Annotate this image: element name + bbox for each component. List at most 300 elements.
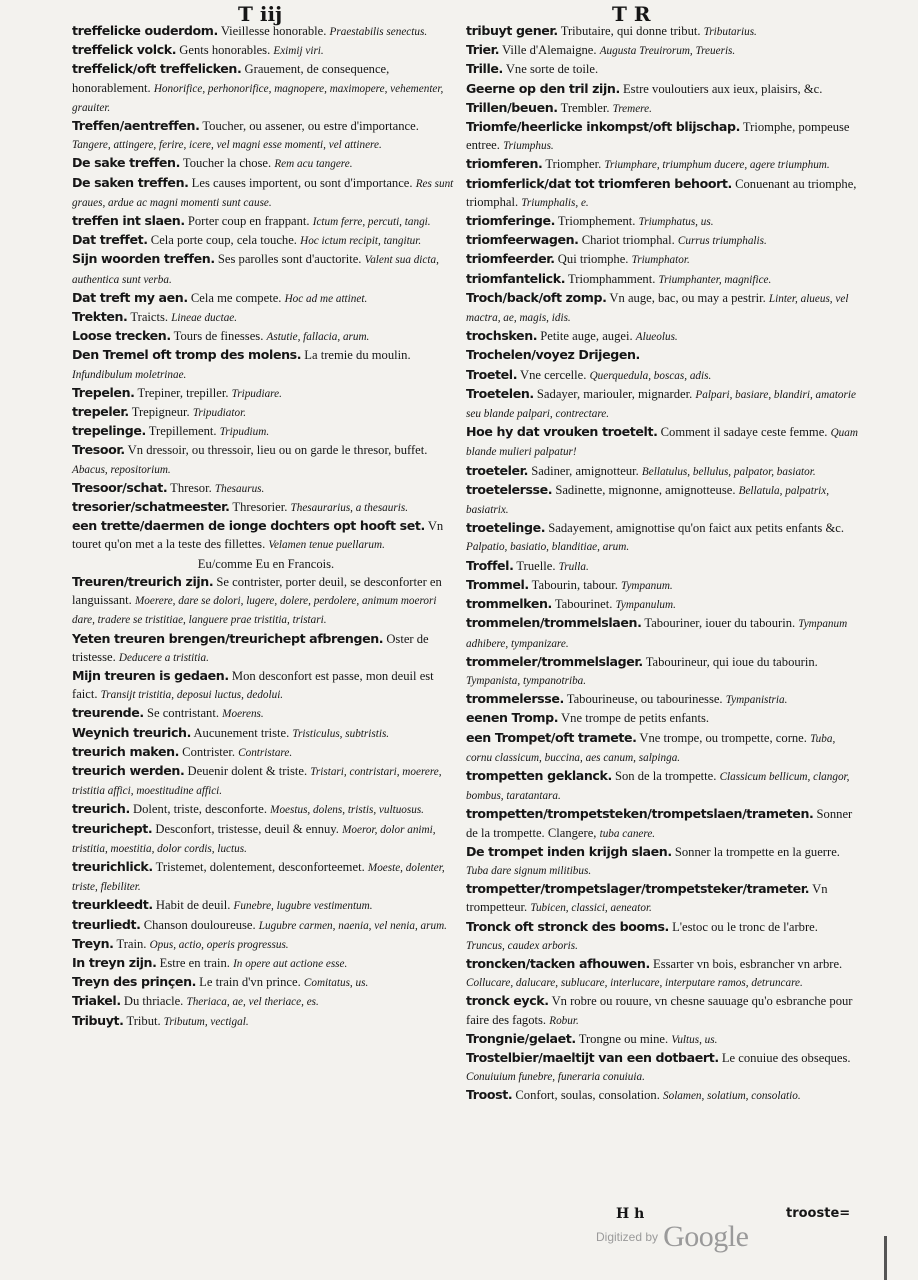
headword: treurichept. [72, 820, 153, 836]
latin-equivalent: Lineae ductae. [171, 312, 238, 325]
dictionary-entry [72, 212, 460, 231]
headword: trepeler. [72, 404, 129, 420]
dictionary-entry [466, 175, 858, 212]
latin-equivalent: Augusta Treuirorum, Treueris. [599, 45, 736, 58]
latin-equivalent: Tripudiare. [231, 387, 282, 400]
latin-equivalent: Transijt tristitia, deposui luctus, dedolui. [100, 689, 284, 702]
dictionary-entry [466, 880, 858, 917]
headword: treffelick volck. [72, 42, 177, 58]
headword: Treffen/aentreffen. [72, 118, 200, 134]
latin-equivalent: Tangere, attingere, ferire, icere, vel magni esse momenti, vel attinere. [72, 139, 382, 152]
latin-equivalent: Tubicen, classici, aeneator. [530, 902, 652, 915]
dictionary-entry [466, 767, 858, 805]
headword: trommeler/trommelslager. [466, 653, 643, 669]
french-translation: Cela porte coup, cela touche. [147, 233, 301, 248]
latin-equivalent: Tristari, contristari, moerere, tristitia affici, moestitudine affici. [72, 765, 442, 798]
headword: triomferen. [466, 156, 543, 172]
headword: Trongnie/gelaet. [466, 1030, 576, 1046]
headword: treurende. [72, 705, 144, 721]
headword: treurkleedt. [72, 897, 153, 913]
french-translation: Ses parolles sont d'auctorite. [214, 252, 365, 267]
french-translation: Grauement, de consequence, honorablement. [72, 62, 390, 95]
latin-equivalent: Collucare, dalucare, sublucare, interlucare, interputare ramos, detruncare. [466, 977, 803, 990]
headword: Mijn treuren is gedaen. [72, 667, 229, 683]
headword: trochsken. [466, 328, 538, 344]
dictionary-entry [466, 41, 858, 60]
french-translation: Trongne ou mine. [575, 1031, 672, 1046]
french-translation: Traicts. [127, 310, 172, 325]
latin-equivalent: Triumphatus, us. [638, 216, 714, 229]
dictionary-entry [72, 250, 460, 288]
french-translation: Porter coup en frappant. [184, 214, 313, 229]
latin-equivalent: Thesaurus. [214, 482, 265, 495]
headword: Geerne op den tril zijn. [466, 80, 620, 96]
french-translation: Chariot triomphal. [578, 233, 678, 248]
dictionary-entry [72, 555, 460, 573]
french-translation: Estre vouloutiers aux ieux, plaisirs, &c. [619, 81, 823, 96]
french-translation: Vne trompe, ou trompette, corne. [636, 730, 811, 745]
headword: Trille. [466, 61, 503, 77]
dictionary-entry [466, 60, 858, 79]
dictionary-entry [466, 327, 858, 346]
headword: treurich. [72, 801, 130, 817]
dictionary-entry [466, 289, 858, 327]
french-translation: Les causes importent, ou sont d'importance. [188, 175, 416, 190]
latin-equivalent: Eximij viri. [273, 45, 324, 58]
dictionary-entry [466, 1049, 858, 1086]
latin-equivalent: Moeror, dolor animi, tristitia, moestitia, dolor cordis, luctus. [72, 823, 436, 855]
headword: Tribuyt. [72, 1012, 124, 1028]
dictionary-entry [72, 403, 460, 422]
french-translation: Triomphe, pompeuse entree. [466, 120, 850, 153]
headword: Hoe hy dat vrouken troetelt. [466, 424, 658, 440]
dictionary-entry [466, 519, 858, 556]
latin-equivalent: Praestabilis senectus. [329, 26, 428, 38]
headword: Troost. [466, 1087, 513, 1103]
headword: Treuren/treurich zijn. [72, 573, 214, 589]
headword: Trier. [466, 42, 500, 58]
french-translation: Vne cercelle. [517, 367, 590, 382]
headword: troncken/tacken afhouwen. [466, 955, 650, 971]
french-translation: Chanson douloureuse. [140, 917, 259, 932]
dictionary-entry [72, 935, 460, 954]
headword: treurichlick. [72, 858, 153, 874]
french-translation: Trepillement. [145, 424, 220, 439]
google-logo: Google [663, 1220, 749, 1253]
french-translation: Sadayer, mariouler, mignarder. [533, 386, 696, 401]
french-translation: Dolent, triste, desconforte. [129, 802, 271, 817]
dictionary-entry [72, 327, 460, 346]
latin-equivalent: Thesaurarius, a thesauris. [290, 502, 408, 515]
dictionary-entry [466, 690, 858, 709]
headword: trommelen/trommelslaen. [466, 615, 642, 631]
dictionary-entry [466, 212, 858, 231]
latin-equivalent: Triumphus. [503, 140, 554, 153]
headword: De sake treffen. [72, 155, 180, 171]
latin-equivalent: Tuba, cornu classicum, buccina, aes canum, salpinga. [466, 732, 836, 764]
french-translation: Tours de finesses. [170, 329, 267, 344]
dictionary-entry [466, 918, 858, 955]
headword: een Trompet/oft tramete. [466, 729, 637, 745]
latin-equivalent: Hoc ictum recipit, tangitur. [300, 235, 422, 248]
headword: treffen int slaen. [72, 213, 185, 229]
right-column [466, 22, 858, 1106]
headword: Tresoor. [72, 442, 125, 458]
latin-equivalent: Tributum, vectigal. [163, 1015, 249, 1028]
french-translation: Thresor. [167, 480, 215, 495]
latin-equivalent: Trulla. [558, 560, 589, 573]
headword: treffelicke ouderdom. [72, 23, 218, 38]
dictionary-entry [72, 630, 460, 667]
left-column [72, 22, 460, 1031]
latin-equivalent: Funebre, lugubre vestimentum. [233, 900, 373, 913]
dictionary-entry [466, 462, 858, 481]
latin-equivalent: Palpatio, basiatio, blanditiae, arum. [466, 541, 630, 554]
headword: Treyn des prinçen. [72, 974, 197, 990]
french-translation: Conuenant au triomphe, triomphal. [466, 176, 857, 209]
french-translation: Qui triomphe. [554, 252, 632, 267]
latin-equivalent: Tributarius. [703, 26, 757, 38]
headword: Tresoor/schat. [72, 479, 168, 495]
headword: triomferinge. [466, 213, 555, 229]
headword: Tronck oft stronck des booms. [466, 918, 669, 934]
french-translation: Vne trompe de petits enfants. [558, 711, 709, 726]
latin-equivalent: Linter, alueus, vel mactra, ae, magis, idis. [466, 292, 849, 325]
french-translation: Contrister. [179, 744, 239, 759]
headword: triomfeerder. [466, 251, 555, 267]
headword: Treyn. [72, 935, 114, 951]
french-translation: Vn touret qu'on met a la teste des fillettes. [72, 519, 444, 552]
dictionary-entry [466, 843, 858, 880]
french-translation: Essarter vn bois, esbrancher vn arbre. [649, 956, 843, 971]
headword: Troetel. [466, 366, 518, 382]
headword: Sijn woorden treffen. [72, 251, 215, 267]
latin-equivalent: Contristare. [238, 746, 293, 759]
french-translation: Se contristant. [143, 706, 223, 721]
dictionary-entry [72, 573, 460, 630]
headword: trompetten/trompetsteken/trompetslaen/trameten. [466, 806, 814, 822]
dictionary-entry [72, 704, 460, 723]
dictionary-entry [72, 422, 460, 441]
latin-equivalent: Truncus, caudex arboris. [466, 939, 578, 952]
dictionary-entry [72, 154, 460, 173]
latin-equivalent: Astutie, fallacia, arum. [266, 331, 370, 344]
latin-equivalent: Triumphare, triumphum ducere, agere triumphum. [604, 159, 830, 172]
headword: troetelersse. [466, 481, 553, 497]
latin-equivalent: Honorifice, perhonorifice, magnopere, maximopere, vehementer, grauiter. [72, 82, 444, 114]
dictionary-entry [466, 1086, 858, 1105]
headword: Dat treffet. [72, 232, 148, 248]
latin-equivalent: Tremere. [612, 102, 652, 115]
latin-equivalent: Moeste, dolenter, triste, flebiliter. [72, 861, 445, 894]
french-translation: Sonner de la trompette. Clangere, [466, 807, 853, 840]
latin-equivalent: Querquedula, boscas, adis. [589, 369, 712, 382]
latin-equivalent: Tuba dare signum militibus. [466, 864, 592, 877]
dictionary-entry [466, 992, 858, 1029]
latin-equivalent: Abacus, repositorium. [72, 463, 171, 476]
page-edge-shadow [884, 1236, 887, 1280]
latin-equivalent: Velamen tenue puellarum. [268, 539, 385, 552]
french-translation: Desconfort, tristesse, deuil & ennuy. [152, 821, 343, 836]
latin-equivalent: Classicum bellicum, clangor, bombus, taratantara. [466, 770, 850, 803]
dictionary-entry [72, 517, 460, 554]
headword: Trostelbier/maeltijt van een dotbaert. [466, 1049, 719, 1065]
headword: Dat treft my aen. [72, 289, 188, 305]
header-right: T R [612, 2, 651, 26]
french-translation: Le conuiue des obseques. [718, 1050, 851, 1065]
dictionary-entry [466, 118, 858, 155]
latin-equivalent: Tympanum. [621, 579, 673, 592]
headword: treurich werden. [72, 762, 185, 778]
french-translation: Ville d'Alemaigne. [499, 43, 600, 58]
dictionary-entry [72, 479, 460, 498]
french-translation: Sadinette, mignonne, amignotteuse. [552, 482, 739, 497]
headword: troeteler. [466, 462, 529, 478]
latin-equivalent: Tympanista, tympanotriba. [466, 674, 587, 687]
dictionary-entry [72, 231, 460, 250]
french-translation: Trepiner, trepiller. [134, 385, 232, 400]
latin-equivalent: Theriaca, ae, vel theriace, es. [186, 996, 319, 1009]
french-translation: Vieillesse honorable. [217, 24, 330, 38]
latin-equivalent: Infundibulum moletrinae. [72, 368, 187, 381]
dictionary-entry [72, 41, 460, 60]
latin-equivalent: Comitatus, us. [303, 977, 369, 990]
dictionary-entry [466, 557, 858, 576]
dictionary-entry [466, 346, 858, 365]
dictionary-entry [72, 308, 460, 327]
latin-equivalent: Conuiuium funebre, funeraria conuiuia. [466, 1071, 645, 1084]
latin-equivalent: Solamen, solatium, consolatio. [663, 1090, 801, 1103]
french-translation: Gents honorables. [176, 43, 274, 58]
dictionary-entry [72, 800, 460, 819]
latin-equivalent: Currus triumphalis. [677, 235, 767, 248]
latin-equivalent: Valent sua dicta, authentica sunt verba. [72, 254, 439, 286]
latin-equivalent: Res sunt graues, ardue ac magni momenti sunt cause. [72, 177, 454, 209]
latin-equivalent: Robur. [549, 1014, 579, 1027]
latin-equivalent: Triumphalis, e. [521, 196, 589, 209]
latin-equivalent: In opere aut actione esse. [233, 957, 348, 970]
dictionary-entry [72, 384, 460, 403]
french-translation: Du thriacle. [120, 994, 187, 1009]
french-translation: Vn robre ou rouure, vn chesne sauuage qu'o esbranche pour faire des fagots. [466, 994, 853, 1027]
french-translation: Trepigneur. [128, 405, 193, 420]
french-translation: Toucher, ou assener, ou estre d'importance. [199, 119, 419, 134]
french-translation: Mon desconfort est passe, mon deuil est faict. [72, 668, 434, 702]
french-translation: L'estoc ou le tronc de l'arbre. [668, 919, 818, 934]
digitized-watermark [596, 1220, 748, 1254]
latin-equivalent: Opus, actio, operis progressus. [149, 938, 289, 951]
french-translation: Train. [113, 936, 150, 951]
headword: trommelken. [466, 596, 552, 612]
latin-equivalent: Rem acu tangere. [274, 158, 353, 171]
french-translation: Toucher la chose. [179, 156, 275, 171]
latin-equivalent: Tympanum adhibere, tympanizare. [466, 618, 848, 650]
french-translation: Confort, soulas, consolation. [512, 1088, 663, 1103]
french-translation: Vn trompetteur. [466, 882, 828, 915]
latin-equivalent: Triumphanter, magnifice. [658, 273, 772, 286]
french-translation: Vn dressoir, ou thressoir, lieu ou on garde le thresor, buffet. [124, 443, 428, 458]
latin-equivalent: Tripudium. [219, 426, 270, 439]
watermark-prefix: Digitized by [596, 1230, 659, 1244]
dictionary-entry [466, 653, 858, 690]
dictionary-entry [72, 858, 460, 896]
french-translation: Sonner la trompette en la guerre. [671, 844, 840, 859]
headword: tribuyt gener. [466, 23, 558, 38]
headword: trompetter/trompetslager/trompetsteker/trameter. [466, 881, 810, 897]
headword: Troch/back/oft zomp. [466, 289, 607, 305]
french-translation: Tabourineur, qui ioue du tabourin. [642, 654, 818, 669]
french-translation: Triomphement. [554, 214, 639, 229]
latin-equivalent: Alueolus. [635, 331, 678, 344]
dictionary-entry [72, 667, 460, 704]
latin-equivalent: Palpari, basiare, blandiri, amatorie seu blande palpari, contrectare. [466, 388, 856, 421]
dictionary-entry [466, 22, 858, 41]
headword: treffelick/oft treffelicken. [72, 61, 242, 77]
headword: Weynich treurich. [72, 724, 191, 740]
dictionary-entry [466, 614, 858, 652]
french-translation: Triomphamment. [565, 271, 659, 286]
headword: Troffel. [466, 557, 514, 573]
french-translation: Le train d'vn prince. [196, 975, 304, 990]
headword: Triomfe/heerlicke inkompst/oft blijschap. [466, 119, 740, 135]
dictionary-entry [466, 423, 858, 461]
dictionary-entry [72, 973, 460, 992]
french-translation: Cela me compete. [187, 290, 285, 305]
dictionary-entry [72, 1012, 460, 1031]
french-translation: Aucunement triste. [190, 725, 293, 740]
headword: tresorier/schatmeester. [72, 499, 230, 515]
dictionary-entry [72, 820, 460, 858]
french-translation: Oster de tristesse. [72, 631, 429, 664]
french-translation: Deuenir dolent & triste. [184, 763, 311, 778]
french-translation: Petite auge, augei. [537, 329, 636, 344]
dictionary-entry [72, 174, 460, 212]
french-translation: Truelle. [513, 558, 559, 573]
latin-equivalent: Tripudiator. [192, 407, 246, 420]
french-translation: Vn auge, bac, ou may a pestrir. [606, 290, 769, 305]
headword: trompetten geklanck. [466, 767, 612, 783]
french-translation: La tremie du moulin. [301, 348, 411, 363]
headword: Troetelen. [466, 385, 534, 401]
french-translation: Comment il sadaye ceste femme. [657, 425, 831, 440]
headword: triomferlick/dat tot triomferen behoort. [466, 175, 732, 191]
dictionary-entry [466, 595, 858, 614]
headword: treurich maken. [72, 743, 180, 759]
dictionary-entry [466, 805, 858, 842]
latin-equivalent: Bellatulus, bellulus, palpator, basiator. [641, 465, 816, 478]
headword: Trommel. [466, 576, 529, 592]
headword: De saken treffen. [72, 174, 189, 190]
latin-equivalent: Moerens. [222, 708, 264, 721]
latin-equivalent: Moerere, dare se dolori, lugere, dolere, perdolere, animum moerori dare, tradere se tristitiae, languere prae tristitia, tristari. [72, 595, 437, 627]
catchword: trooste= [786, 1206, 851, 1221]
latin-equivalent: Moestus, dolens, tristis, vultuosus. [270, 804, 424, 817]
dictionary-entry [72, 916, 460, 935]
latin-equivalent: Tristiculus, subtristis. [292, 727, 390, 740]
dictionary-entry [466, 576, 858, 595]
dictionary-entry [466, 1030, 858, 1049]
dictionary-entry [466, 231, 858, 250]
headword: troetelinge. [466, 520, 546, 536]
dictionary-entry [466, 481, 858, 519]
french-translation: Tabourin, tabour. [528, 577, 622, 592]
dictionary-entry [466, 709, 858, 728]
latin-equivalent: Vultus, us. [671, 1033, 718, 1046]
headword: Loose trecken. [72, 328, 171, 344]
headword: triomfeerwagen. [466, 232, 579, 248]
dictionary-entry [466, 99, 858, 118]
french-translation: Triompher. [542, 157, 605, 172]
latin-equivalent: Tympanistria. [725, 694, 788, 707]
latin-equivalent: tuba canere. [599, 827, 656, 840]
french-translation: Thresorier. [229, 500, 291, 515]
french-translation: Estre en train. [156, 955, 234, 970]
dictionary-entry [72, 346, 460, 383]
french-translation: Tributaire, qui donne tribut. [557, 24, 704, 38]
dictionary-entry [466, 250, 858, 269]
french-translation: Habit de deuil. [152, 898, 234, 913]
dictionary-entry [72, 498, 460, 517]
headword: De trompet inden krijgh slaen. [466, 843, 672, 859]
dictionary-entry [72, 22, 460, 41]
dictionary-entry [72, 762, 460, 800]
headword: triomfantelick. [466, 270, 566, 286]
headword: Trillen/beuen. [466, 99, 558, 115]
dictionary-entry [466, 729, 858, 767]
headword: treurliedt. [72, 916, 141, 932]
headword: tronck eyck. [466, 993, 549, 1009]
section-note: Eu/comme Eu en Francois. [197, 556, 335, 571]
french-translation: Vne sorte de toile. [502, 62, 599, 77]
dictionary-entry [466, 155, 858, 174]
french-translation: Trembler. [557, 100, 613, 115]
headword: In treyn zijn. [72, 954, 157, 970]
dictionary-entry [72, 724, 460, 743]
dictionary-entry [72, 441, 460, 478]
headword: Trochelen/voyez Drijegen. [466, 347, 640, 363]
french-translation: Sadayement, amignottise qu'on faict aux petits enfants &c. [545, 521, 844, 536]
latin-equivalent: Deducere a tristitia. [118, 651, 209, 664]
signature-mark: H h [616, 1206, 645, 1222]
dictionary-entry [72, 896, 460, 915]
french-translation: Tabourinet. [551, 597, 616, 612]
dictionary-entry [72, 117, 460, 154]
dictionary-entry [466, 80, 858, 99]
french-translation: Son de la trompette. [611, 768, 720, 783]
dictionary-entry [72, 954, 460, 973]
headword: eenen Tromp. [466, 710, 559, 726]
french-translation: Sadiner, amignotteur. [528, 463, 642, 478]
dictionary-entry [466, 955, 858, 992]
headword: trommelersse. [466, 691, 564, 707]
latin-equivalent: Triumphator. [631, 254, 690, 267]
headword: een trette/daermen de ionge dochters opt hooft set. [72, 518, 425, 534]
latin-equivalent: Hoc ad me attinet. [284, 292, 368, 305]
dictionary-entry [72, 60, 460, 117]
dictionary-entry [72, 992, 460, 1011]
latin-equivalent: Tympanulum. [615, 599, 676, 612]
headword: Trepelen. [72, 384, 135, 400]
dictionary-entry [466, 366, 858, 385]
french-translation: Tabourineuse, ou tabourinesse. [563, 692, 726, 707]
latin-equivalent: Lugubre carmen, naenia, vel nenia, arum. [258, 919, 447, 932]
headword: trepelinge. [72, 423, 146, 439]
latin-equivalent: Bellatula, palpatrix, basiatrix. [466, 484, 830, 517]
dictionary-entry [72, 289, 460, 308]
dictionary-entry [466, 270, 858, 289]
french-translation: Tabouriner, iouer du tabourin. [641, 616, 799, 631]
latin-equivalent: Quam blande mulieri palpatur! [466, 427, 858, 459]
